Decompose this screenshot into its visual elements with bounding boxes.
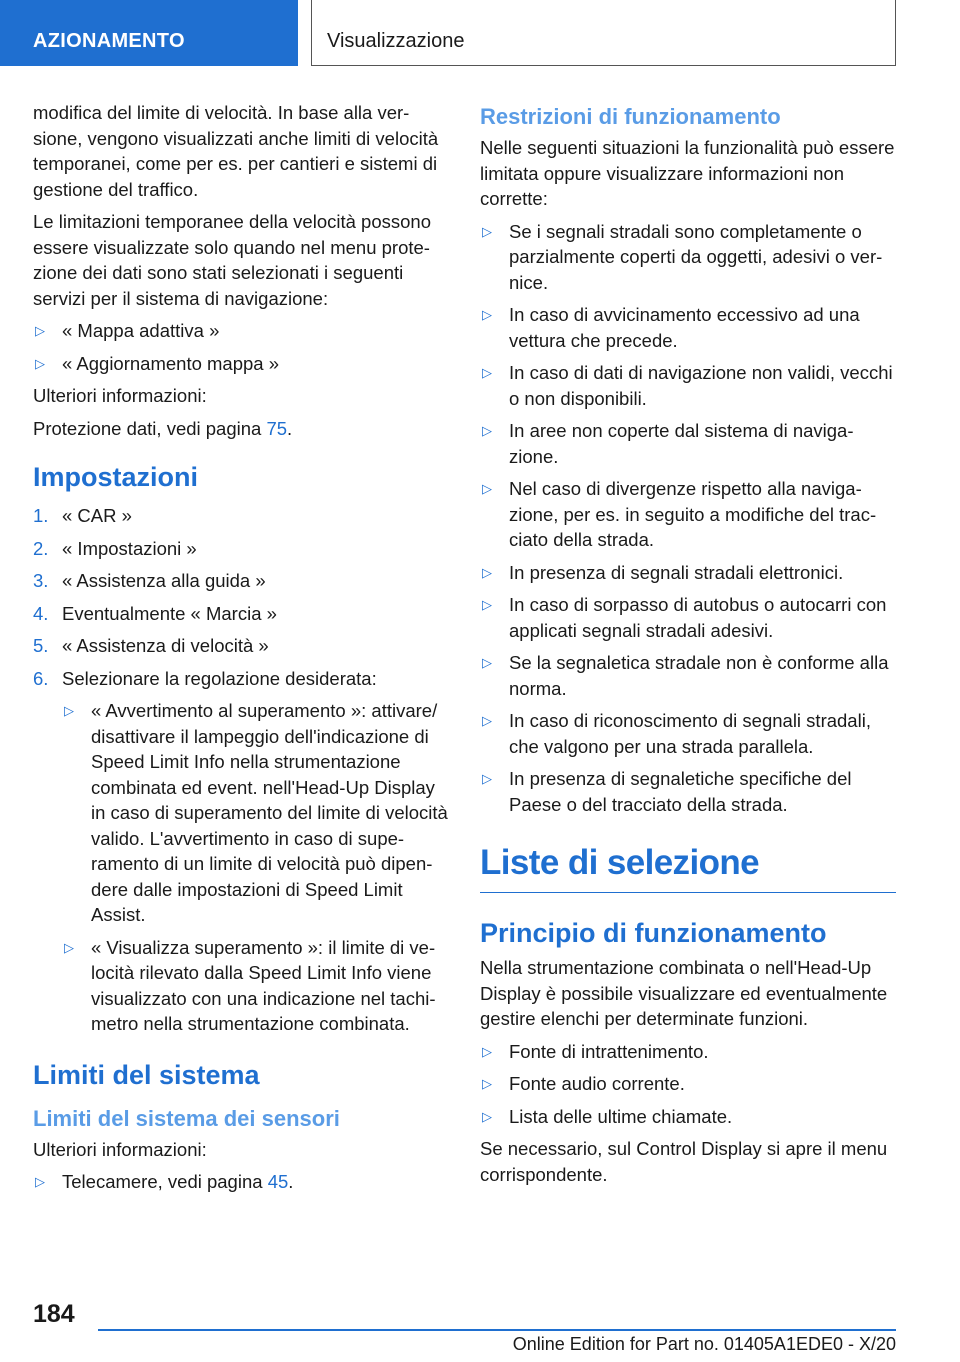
step-item: 6. Selezionare la regolazione desiderata: ▷ « Avvertimento al superamento »: attivare/ disattivare il lampeggio dell'indicazione di Speed Limit Info nella strumentazione combinata ed event. nell'Head-Up Display in caso di superamento del limite di velocità valido. L'avvertimento in caso di superamento di un limite di velocità può dipendere dalle impostazioni di Speed Limit Assist. ▷ « Visualizza superamento »: il limite di velocità rilevato dalla Speed Limit Info viene visualizzato con una indicazione nel tachimetro nella strumentazione combinata. xyxy=(33,666,448,1037)
triangle-bullet-icon: ▷ xyxy=(64,939,74,955)
triangle-bullet-icon: ▷ xyxy=(482,1108,492,1124)
triangle-bullet-icon: ▷ xyxy=(482,597,492,612)
list-item: ▷ Nel caso di divergenze rispetto alla navigazione, per es. in seguito a modifiche del tracciato della strada. xyxy=(482,478,877,550)
bullet-list xyxy=(33,318,448,376)
list-item: ▷ In presenza di segnali stradali elettronici. xyxy=(480,560,896,586)
triangle-bullet-icon: ▷ xyxy=(482,1043,492,1059)
section-tab: AZIONAMENTO xyxy=(0,0,298,66)
triangle-bullet-icon: ▷ xyxy=(35,355,45,371)
triangle-bullet-icon: ▷ xyxy=(482,223,492,239)
page-header xyxy=(0,0,960,66)
triangle-bullet-icon: ▷ xyxy=(482,481,492,496)
footer-divider xyxy=(98,1329,896,1331)
list-item: ▷ « Avvertimento al superamento »: attivare/ disattivare il lampeggio dell'indicazione di Speed Limit Info nella strumentazione combinata ed event. nell'Head-Up Display in caso di superamento del limite di velocità valido. L'avvertimento in caso di superamento di un limite di velocità può dipendere dalle impostazioni di Speed Limit Assist. xyxy=(64,700,448,925)
step-item: 5. « Assistenza di velocità » xyxy=(33,635,269,656)
list-item: ▷ In caso di riconoscimento di segnali stradali, che valgono per una strada parallela. xyxy=(482,710,871,757)
step-item: 3. « Assistenza alla guida » xyxy=(33,570,266,591)
list-item: ▷ Lista delle ultime chiamate. xyxy=(480,1104,896,1130)
paragraph: Ulteriori informazioni: xyxy=(33,385,207,406)
triangle-bullet-icon: ▷ xyxy=(64,703,74,718)
triangle-bullet-icon: ▷ xyxy=(482,1076,492,1091)
list-item: ▷ « Visualizza superamento »: il limite di velocità rilevato dalla Speed Limit Info viene visualizzato con una indicazione nel tachimetro nella strumentazione combinata. xyxy=(64,936,436,1034)
list-item: ▷ In caso di avvicinamento eccessivo ad una vettura che precede. xyxy=(482,304,860,351)
paragraph: Le limitazioni temporanee della velocità possono essere visualizzate solo quando nel menu protezione dei dati sono stati selezionati i seguenti servizi per il sistema di navigazione: xyxy=(33,211,431,309)
triangle-bullet-icon: ▷ xyxy=(35,1174,45,1189)
paragraph: Nella strumentazione combinata o nell'Head-Up Display è possibile visualizzare ed eventualmente gestire elenchi per determinate funzioni. xyxy=(480,957,888,1029)
step-item: 2. « Impostazioni » xyxy=(33,537,197,559)
list-item: ▷ In aree non coperte dal sistema di navigazione. xyxy=(482,420,854,467)
list-item: ▷ Fonte di intrattenimento. xyxy=(480,1039,896,1065)
triangle-bullet-icon: ▷ xyxy=(482,713,492,728)
list-item: ▷ Telecamere, vedi pagina 45. xyxy=(33,1169,448,1195)
heading-liste: Liste di selezione xyxy=(480,843,896,893)
step-item: 1. « CAR » xyxy=(33,505,132,526)
list-item: ▷ Fonte audio corrente. xyxy=(480,1071,896,1097)
right-column xyxy=(480,100,896,1194)
heading-limiti-sensori: Limiti del sistema dei sensori xyxy=(33,1105,340,1131)
heading-limiti: Limiti del sistema xyxy=(33,1059,260,1090)
heading-principio: Principio di funzionamento xyxy=(480,918,827,948)
list-item: ▷ Se i segnali stradali sono completamente o parzialmente coperti da oggetti, adesivi o vernice. xyxy=(482,220,883,293)
triangle-bullet-icon: ▷ xyxy=(482,423,492,438)
bullet-list xyxy=(480,1039,896,1130)
list-item: ▷ In presenza di segnaletiche specifiche del Paese o del tracciato della strada. xyxy=(482,768,852,815)
list-item: ▷ « Mappa adattiva » xyxy=(33,318,448,344)
triangle-bullet-icon: ▷ xyxy=(482,307,492,322)
paragraph: Ulteriori informazioni: xyxy=(33,1138,207,1160)
triangle-bullet-icon: ▷ xyxy=(35,323,45,338)
chapter-title: Visualizzazione xyxy=(311,0,896,66)
page-link[interactable]: 75 xyxy=(266,417,288,439)
page-number: 184 xyxy=(33,1300,75,1328)
bullet-list xyxy=(480,219,896,818)
paragraph: Nelle seguenti situazioni la funzionalità può essere limitata oppure visualizzare informazioni non corrette: xyxy=(480,137,895,209)
list-item: ▷ In caso di dati di navigazione non validi, vecchi o non disponibili. xyxy=(482,362,893,409)
page-link[interactable]: 45 xyxy=(267,1171,289,1192)
step-item: 4. Eventualmente « Marcia » xyxy=(33,602,277,624)
heading-restrizioni: Restrizioni di funzionamento xyxy=(480,104,781,129)
left-column xyxy=(33,100,448,1202)
sub-bullet-list xyxy=(62,698,448,1037)
paragraph: Se necessario, sul Control Display si apre il menu corrispondente. xyxy=(480,1138,888,1185)
paragraph: modifica del limite di velocità. In base alla versione, vengono visualizzati anche limiti di velocità temporanei, come per es. per cantieri e sistemi di gestione del traffico. xyxy=(33,102,439,200)
triangle-bullet-icon: ▷ xyxy=(482,365,492,380)
footer-edition: Online Edition for Part no. 01405A1EDE0 - X/20 xyxy=(512,1334,896,1354)
triangle-bullet-icon: ▷ xyxy=(482,564,492,580)
bullet-list xyxy=(33,1169,448,1195)
triangle-bullet-icon: ▷ xyxy=(482,655,492,670)
steps-list xyxy=(33,503,448,1037)
list-item: ▷ « Aggiornamento mappa » xyxy=(33,351,448,377)
list-item: ▷ Se la segnaletica stradale non è conforme alla norma. xyxy=(482,652,889,699)
heading-impostazioni: Impostazioni xyxy=(33,462,199,492)
list-item: ▷ In caso di sorpasso di autobus o autocarri con applicati segnali stradali adesivi. xyxy=(482,594,887,641)
triangle-bullet-icon: ▷ xyxy=(482,771,492,786)
paragraph: Protezione dati, vedi pagina 75. xyxy=(33,417,293,439)
